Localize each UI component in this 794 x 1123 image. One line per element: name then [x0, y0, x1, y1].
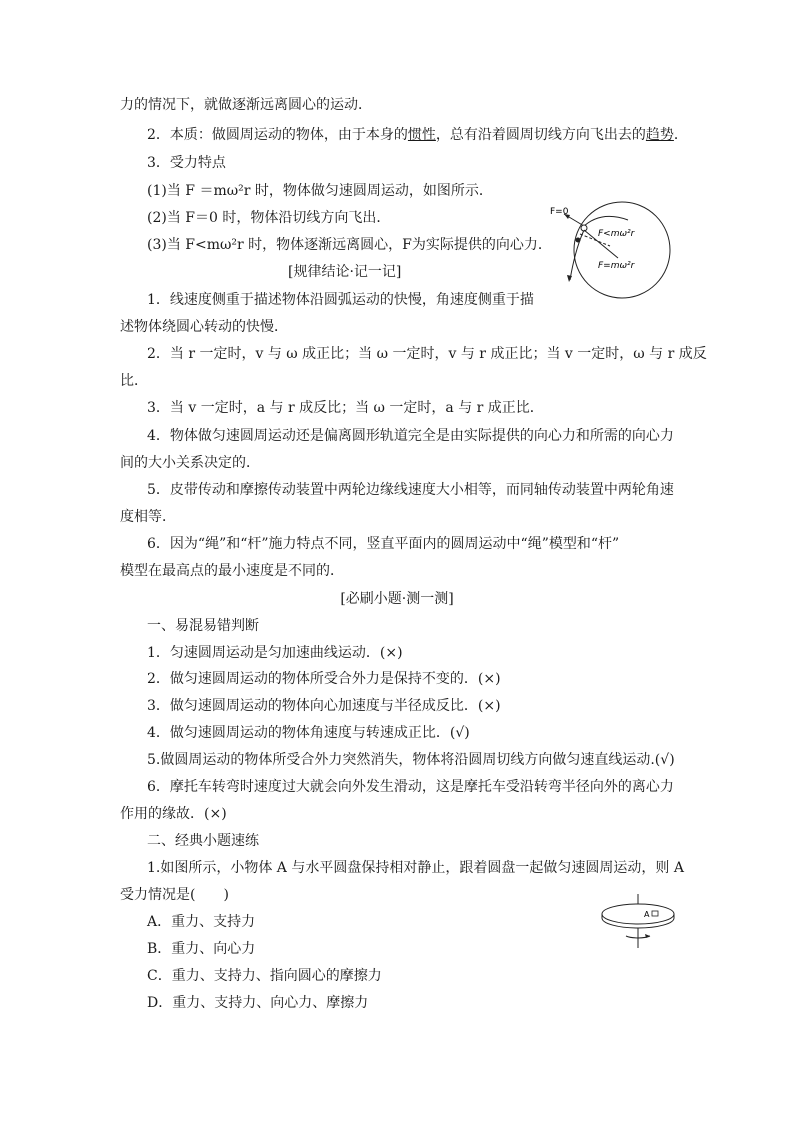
circular-motion-figure	[540, 200, 680, 305]
disk-top	[602, 904, 674, 924]
rotating-disk-figure	[598, 892, 680, 950]
spiral-path	[570, 230, 584, 280]
label-f-equal: F=mω²r	[598, 261, 635, 271]
essence-prefix: 2．本质：做圆周运动的物体，由于本身的	[147, 127, 408, 143]
section-1-title: 一、易混易错判断	[147, 618, 259, 634]
rule-6a: 6．因为“绳”和“杆”施力特点不同，竖直平面内的圆周运动中“绳”模型和“杆”	[147, 536, 620, 552]
essence-suffix: ，总有沿着圆周切线方向飞出去的	[435, 127, 646, 143]
force-case-3: (3)当 F<mω²r 时，物体逐渐远离圆心，F为实际提供的向心力．	[147, 237, 552, 253]
essence-period: ．	[673, 127, 688, 143]
label-f-less: F<mω²r	[598, 229, 635, 239]
question-1a: 1.如图所示，小物体 A 与水平圆盘保持相对静止，跟着圆盘一起做匀速圆周运动，则 A	[147, 860, 684, 876]
judge-4: 4．做匀速圆周运动的物体角速度与转速成正比．(√)	[147, 725, 470, 741]
judge-5: 5.做圆周运动的物体所受合外力突然消失，物体将沿圆周切线方向做匀速直线运动.(√)	[147, 752, 675, 768]
spiral-arrowhead	[567, 275, 572, 282]
tangent-path	[582, 216, 628, 228]
option-c: C．重力、支持力、指向圆心的摩擦力	[147, 968, 382, 984]
label-f-zero: F=0	[550, 207, 569, 217]
rules-title: [规律结论·记一记]	[288, 264, 402, 280]
rule-4a: 4．物体做匀速圆周运动还是偏离圆形轨道完全是由实际提供的向心力和所需的向心力	[147, 428, 674, 444]
rule-3: 3．当 v 一定时，a 与 r 成反比；当 ω 一定时，a 与 r 成正比．	[147, 400, 544, 416]
judge-6b: 作用的缘故．(×)	[120, 806, 227, 822]
judge-6a: 6．摩托车转弯时速度过大就会向外发生滑动，这是摩托车受沿转弯半径向外的离心力	[147, 779, 674, 795]
rule-1b: 述物体绕圆心转动的快慢．	[120, 319, 288, 335]
force-case-1: (1)当 F ＝mω²r 时，物体做匀速圆周运动，如图所示．	[147, 183, 493, 199]
essence-keyword-trend: 趋势	[645, 127, 674, 143]
intro-line: 力的情况下，就做逐渐远离圆心的运动．	[120, 97, 372, 113]
option-a: A．重力、支持力	[147, 914, 256, 930]
judge-1: 1．匀速圆周运动是匀加速曲线运动．(×)	[147, 645, 403, 661]
rule-2b: 比．	[120, 373, 148, 389]
label-a: A	[644, 910, 650, 919]
option-d: D．重力、支持力、向心力、摩擦力	[147, 995, 369, 1011]
rule-5b: 度相等．	[120, 509, 176, 525]
essence-keyword-inertia: 惯性	[407, 127, 436, 143]
essence-line	[147, 126, 688, 144]
orbit-circle	[574, 202, 670, 298]
rule-4b: 间的大小关系决定的．	[120, 455, 260, 471]
rule-5a: 5．皮带传动和摩擦传动装置中两轮边缘线速度大小相等，而同轴传动装置中两轮角速	[147, 482, 674, 498]
object-dot-2	[576, 238, 581, 243]
force-case-2: (2)当 F＝0 时，物体沿切线方向飞出．	[147, 210, 391, 226]
option-b: B．重力、向心力	[147, 941, 256, 957]
judge-3: 3．做匀速圆周运动的物体向心加速度与半径成反比．(×)	[147, 698, 501, 714]
question-1b: 受力情况是( )	[120, 887, 229, 903]
section-2-title: 二、经典小题速练	[147, 833, 259, 849]
judge-2: 2．做匀速圆周运动的物体所受合外力是保持不变的．(×)	[147, 671, 501, 687]
rule-2a: 2．当 r 一定时，v 与 ω 成正比；当 ω 一定时，v 与 r 成正比；当 v 一定时，ω 与 r 成反	[147, 346, 707, 362]
rule-6b: 模型在最高点的最小速度是不同的．	[120, 563, 344, 579]
rule-1a: 1．线速度侧重于描述物体沿圆弧运动的快慢，角速度侧重于描	[147, 292, 534, 308]
quiz-title: [必刷小题·测一测]	[340, 591, 454, 607]
force-title: 3．受力特点	[147, 155, 226, 171]
